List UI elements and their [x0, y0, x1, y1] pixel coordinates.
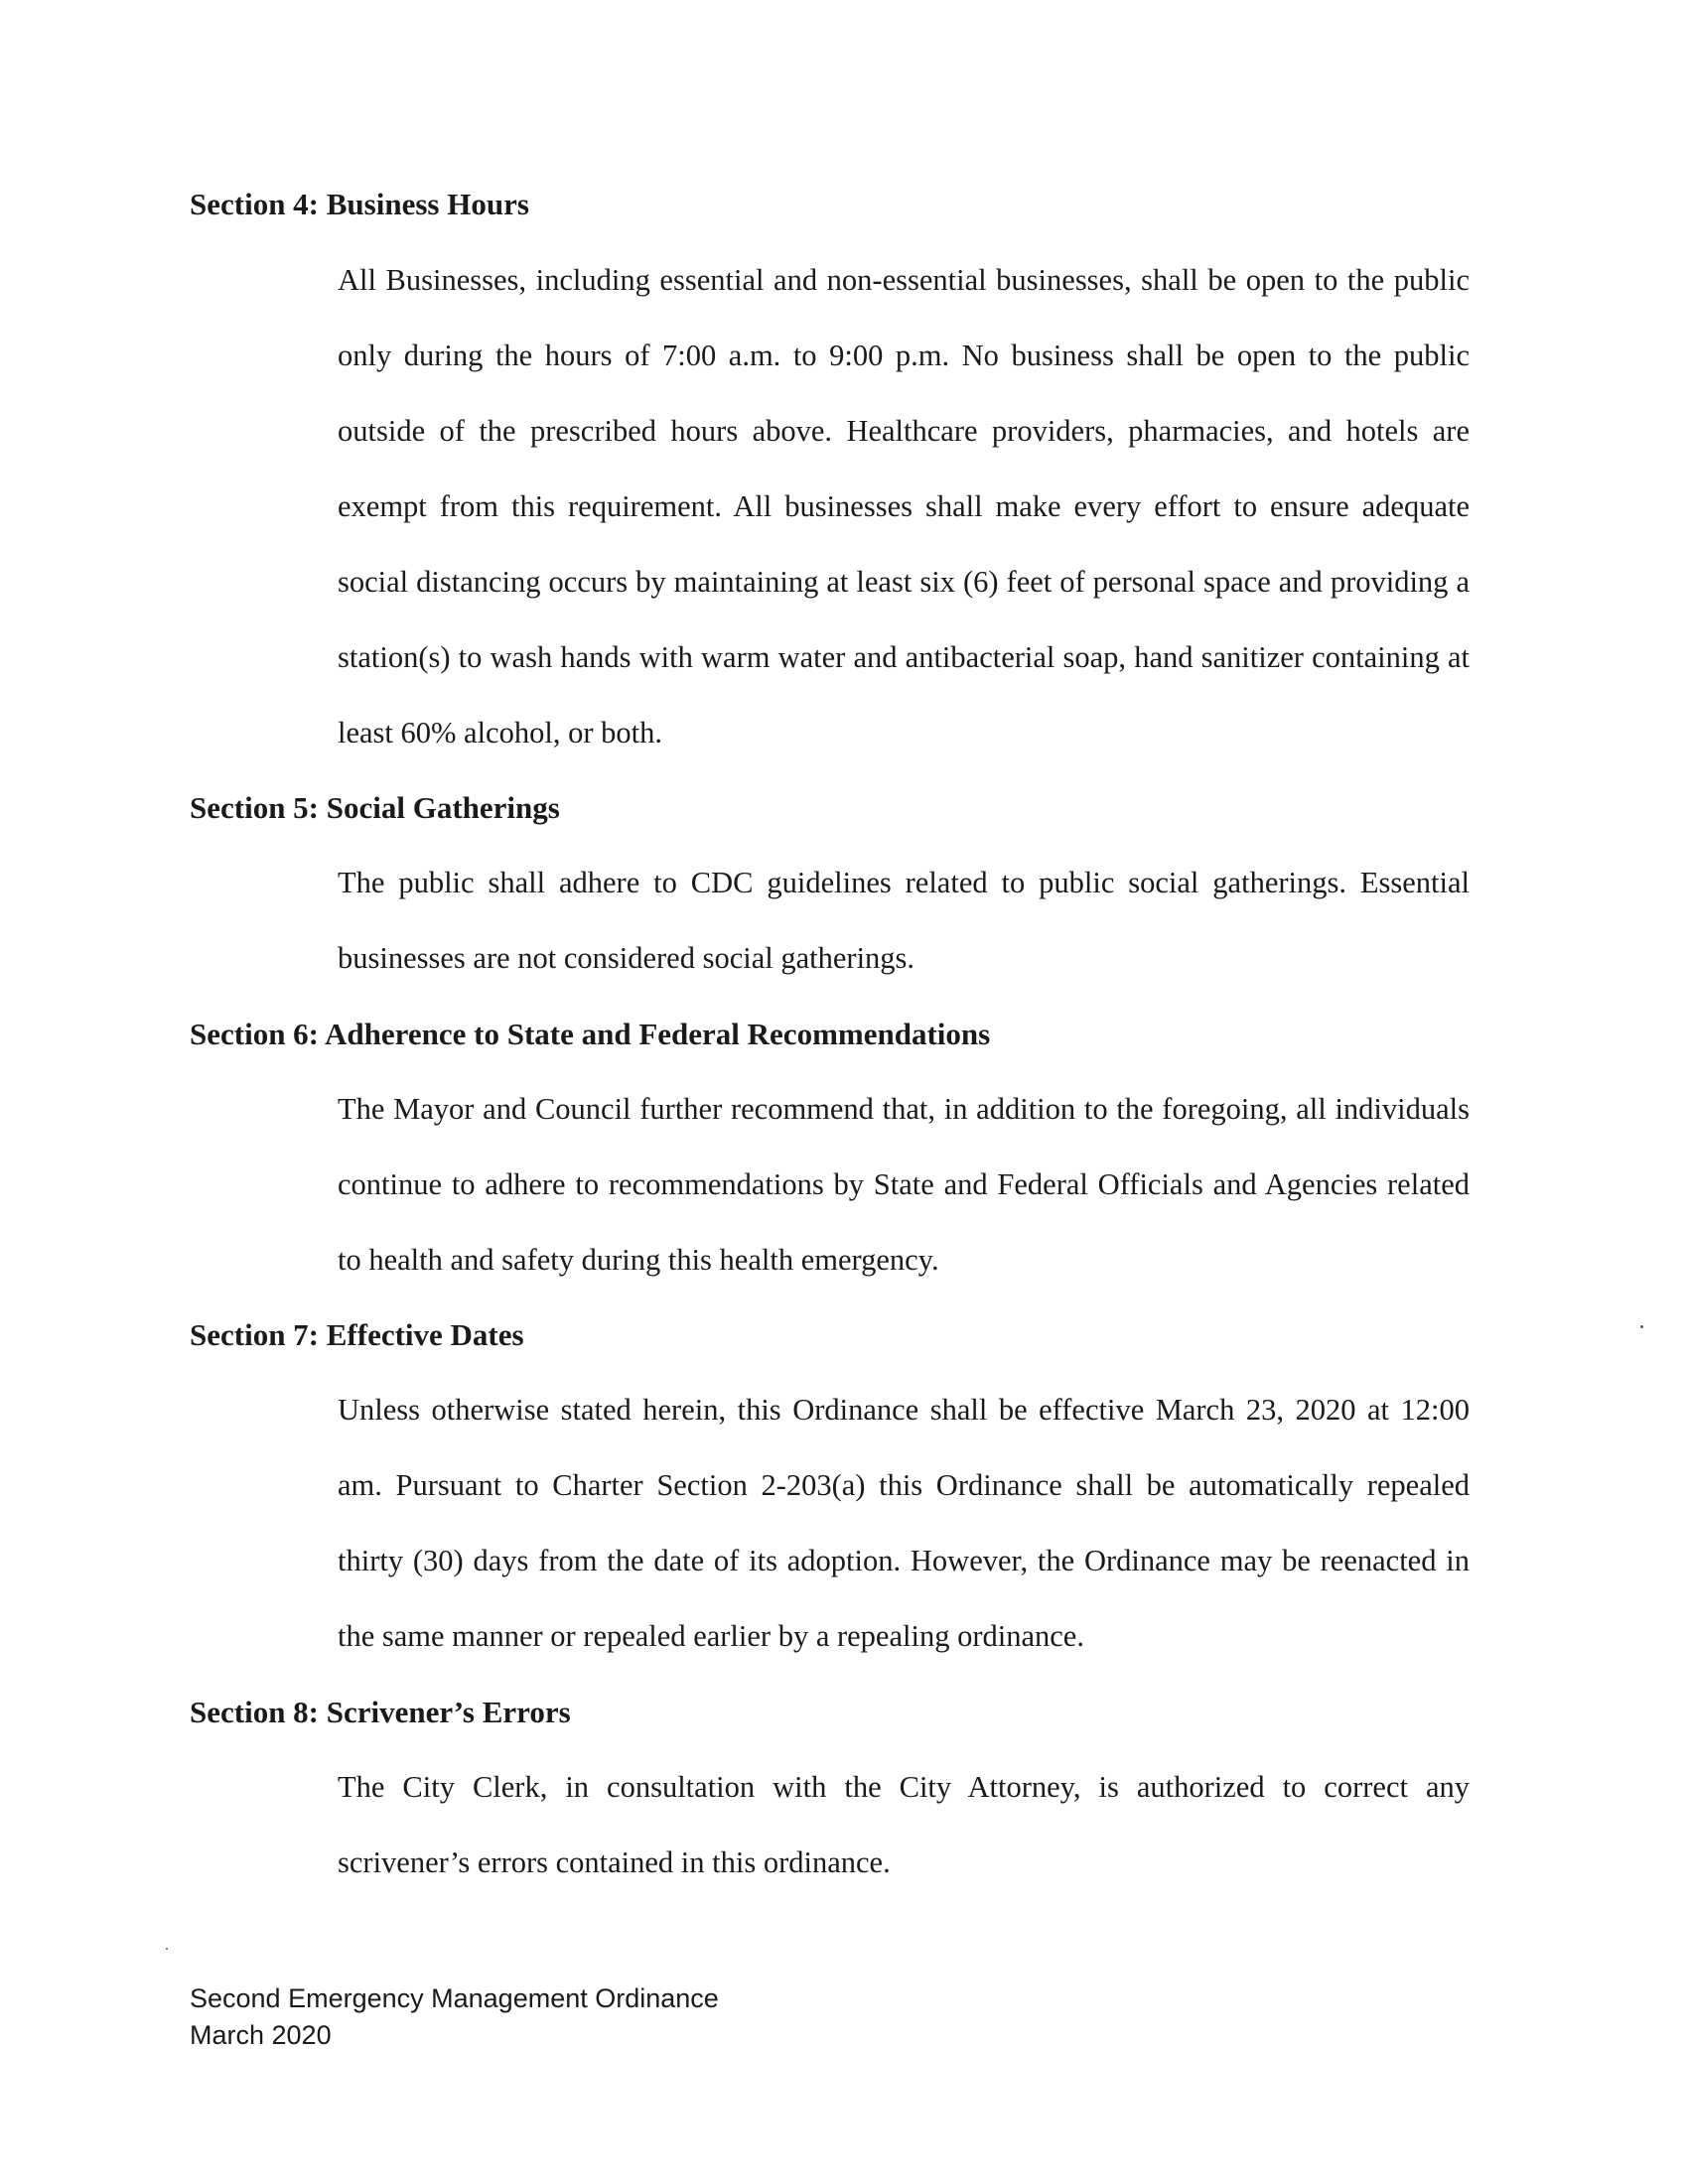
footer-document-title: Second Emergency Management Ordinance: [190, 1983, 719, 2013]
scan-speck: [1640, 1325, 1643, 1328]
section-4-body: All Businesses, including essential and non-essential businesses, shall be open to the public only during the hours of 7:00 a.m. to 9:00 p.m. No business shall be open to the public outside of the prescribed hours above. Healthcare providers, pharmacies, and hotels are exempt from this requirement. All businesses shall make every effort to ensure adequate social distancing occurs by maintaining at least six (6) feet of personal space and providing a station(s) to wash hands with warm water and antibacterial soap, hand sanitizer containing at least 60% alcohol, or both.: [338, 263, 1470, 750]
section-8-body: The City Clerk, in consultation with the City Attorney, is authorized to correct any scrivener’s errors contained in this ordinance.: [338, 1770, 1470, 1879]
section-5-heading: Section 5: Social Gatherings: [190, 790, 560, 825]
page-footer: [190, 1980, 719, 2054]
section-4-heading: Section 4: Business Hours: [190, 187, 529, 221]
section-6-body: The Mayor and Council further recommend that, in addition to the foregoing, all individuals continue to adhere to recommendations by State and Federal Officials and Agencies related to health and safety during this health emergency.: [338, 1092, 1470, 1277]
section-7-body: Unless otherwise stated herein, this Ordinance shall be effective March 23, 2020 at 12:00 am. Pursuant to Charter Section 2-203(a) this Ordinance shall be automatically repealed thirty (30) days from the date of its adoption. However, the Ordinance may be reenacted in the same manner or repealed earlier by a repealing ordinance.: [338, 1393, 1470, 1653]
section-8-heading: Section 8: Scrivener’s Errors: [190, 1695, 571, 1729]
section-6-heading: Section 6: Adherence to State and Federal Recommendations: [190, 1017, 991, 1051]
footer-date: March 2020: [190, 2020, 332, 2050]
section-5-body: The public shall adhere to CDC guidelines related to public social gatherings. Essential businesses are not considered social gatherings.: [338, 866, 1470, 975]
section-7-heading: Section 7: Effective Dates: [190, 1317, 524, 1352]
scan-speck: [166, 1948, 168, 1950]
